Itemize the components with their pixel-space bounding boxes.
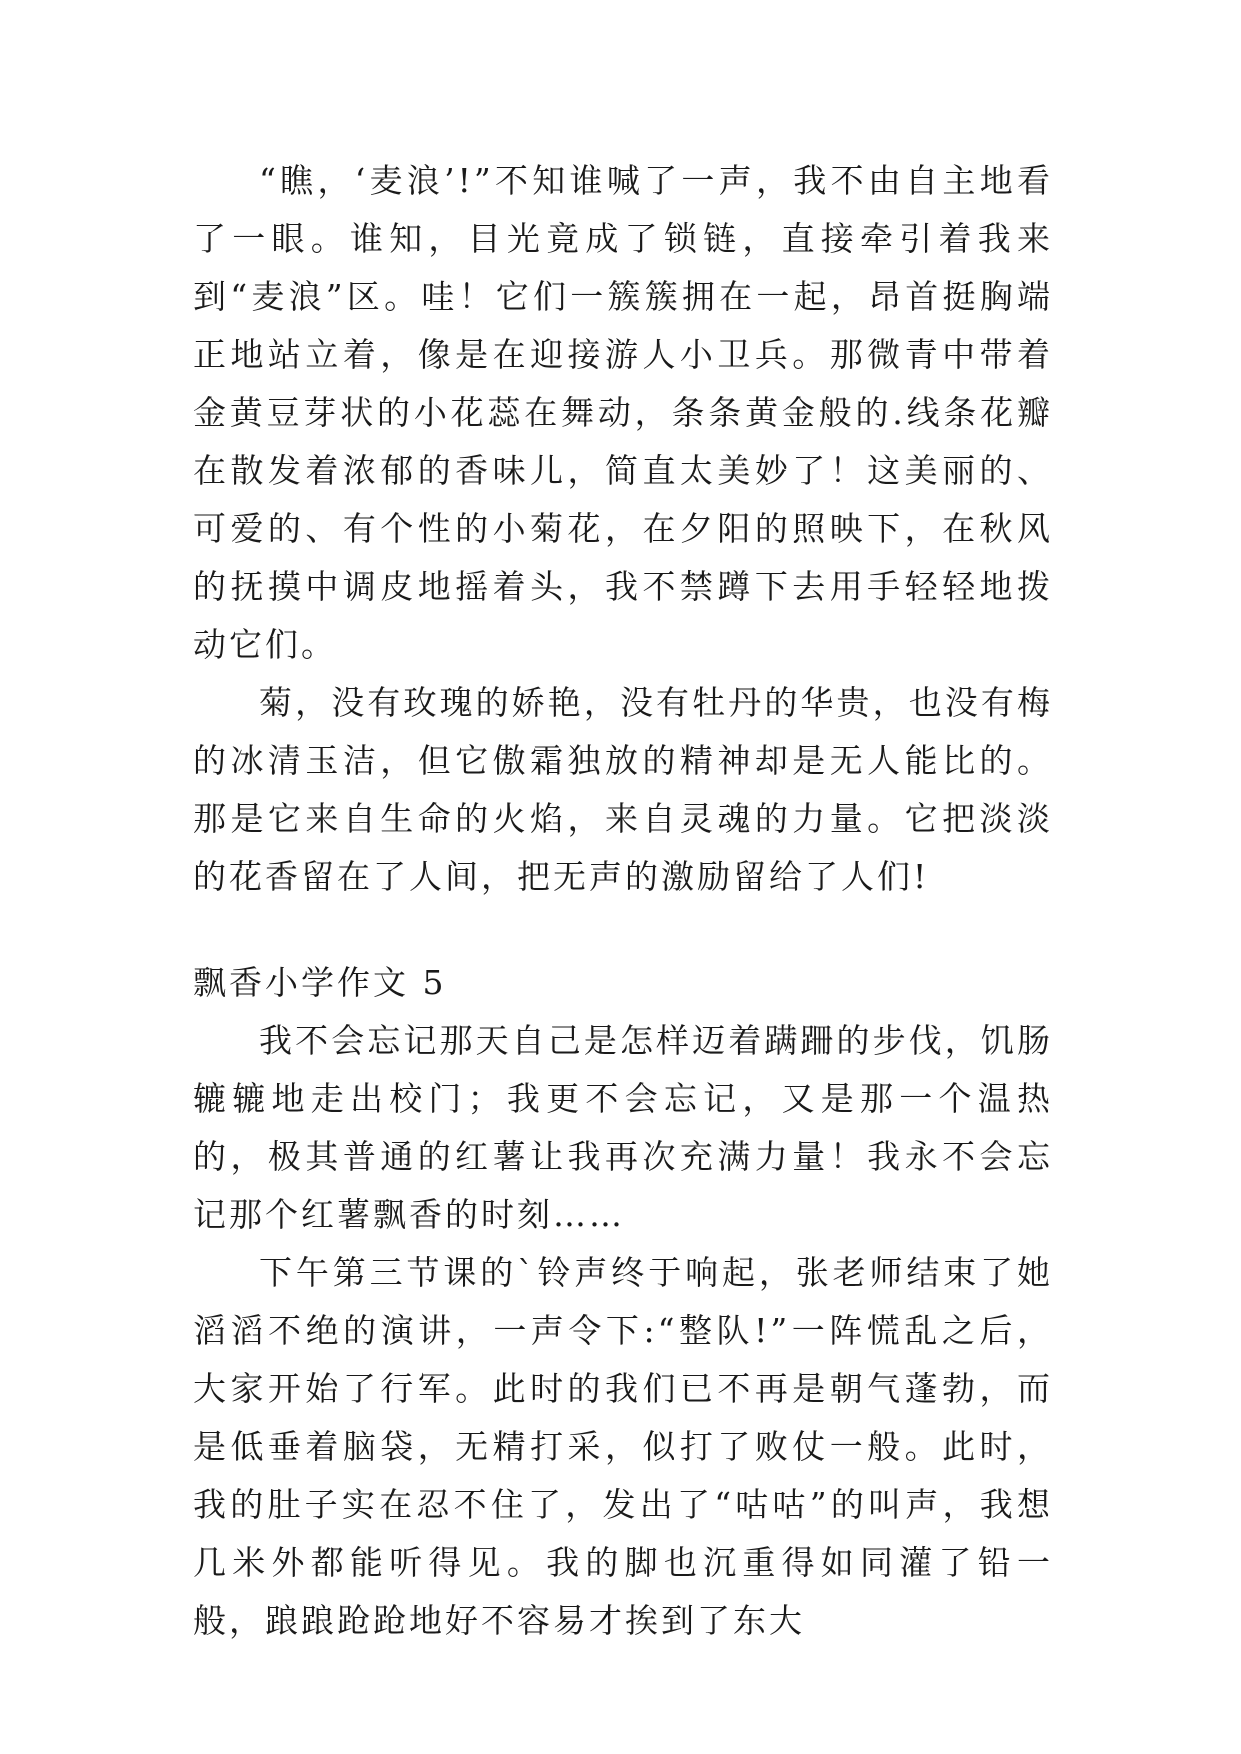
document-body [193,152,1053,1650]
section-title: 飘香小学作文 5 [193,963,447,1002]
paragraph-3: 我不会忘记那天自己是怎样迈着蹒跚的步伐，饥肠辘辘地走出校门；我更不会忘记，又是那一个温热的，极其普通的红薯让我再次充满力量！我永不会忘记那个红薯飘香的时刻…… [193,1021,1053,1234]
paragraph-1: “瞧，‘麦浪’!”不知谁喊了一声，我不由自主地看了一眼。谁知，目光竟成了锁链，直接牵引着我来到“麦浪”区。哇！它们一簇簇拥在一起，昂首挺胸端正地站立着，像是在迎接游人小卫兵。那微青中带着金黄豆芽状的小花蕊在舞动，条条黄金般的.线条花瓣在散发着浓郁的香味儿，简直太美妙了！这美丽的、可爱的、有个性的小菊花，在夕阳的照映下，在秋风的抚摸中调皮地摇着头，我不禁蹲下去用手轻轻地拨动它们。 [193,161,1053,664]
paragraph-4: 下午第三节课的`铃声终于响起，张老师结束了她滔滔不绝的演讲，一声令下:“整队!”一阵慌乱之后，大家开始了行军。此时的我们已不再是朝气蓬勃，而是低垂着脑袋，无精打采，似打了败仗一般。此时，我的肚子实在忍不住了，发出了“咕咕”的叫声，我想几米外都能听得见。我的脚也沉重得如同灌了铅一般，踉踉跄跄地好不容易才挨到了东大 [193,1253,1053,1640]
paragraph-2: 菊，没有玫瑰的娇艳，没有牡丹的华贵，也没有梅的冰清玉洁，但它傲霜独放的精神却是无人能比的。那是它来自生命的火焰，来自灵魂的力量。它把淡淡的花香留在了人间，把无声的激励留给了人们! [193,683,1053,896]
